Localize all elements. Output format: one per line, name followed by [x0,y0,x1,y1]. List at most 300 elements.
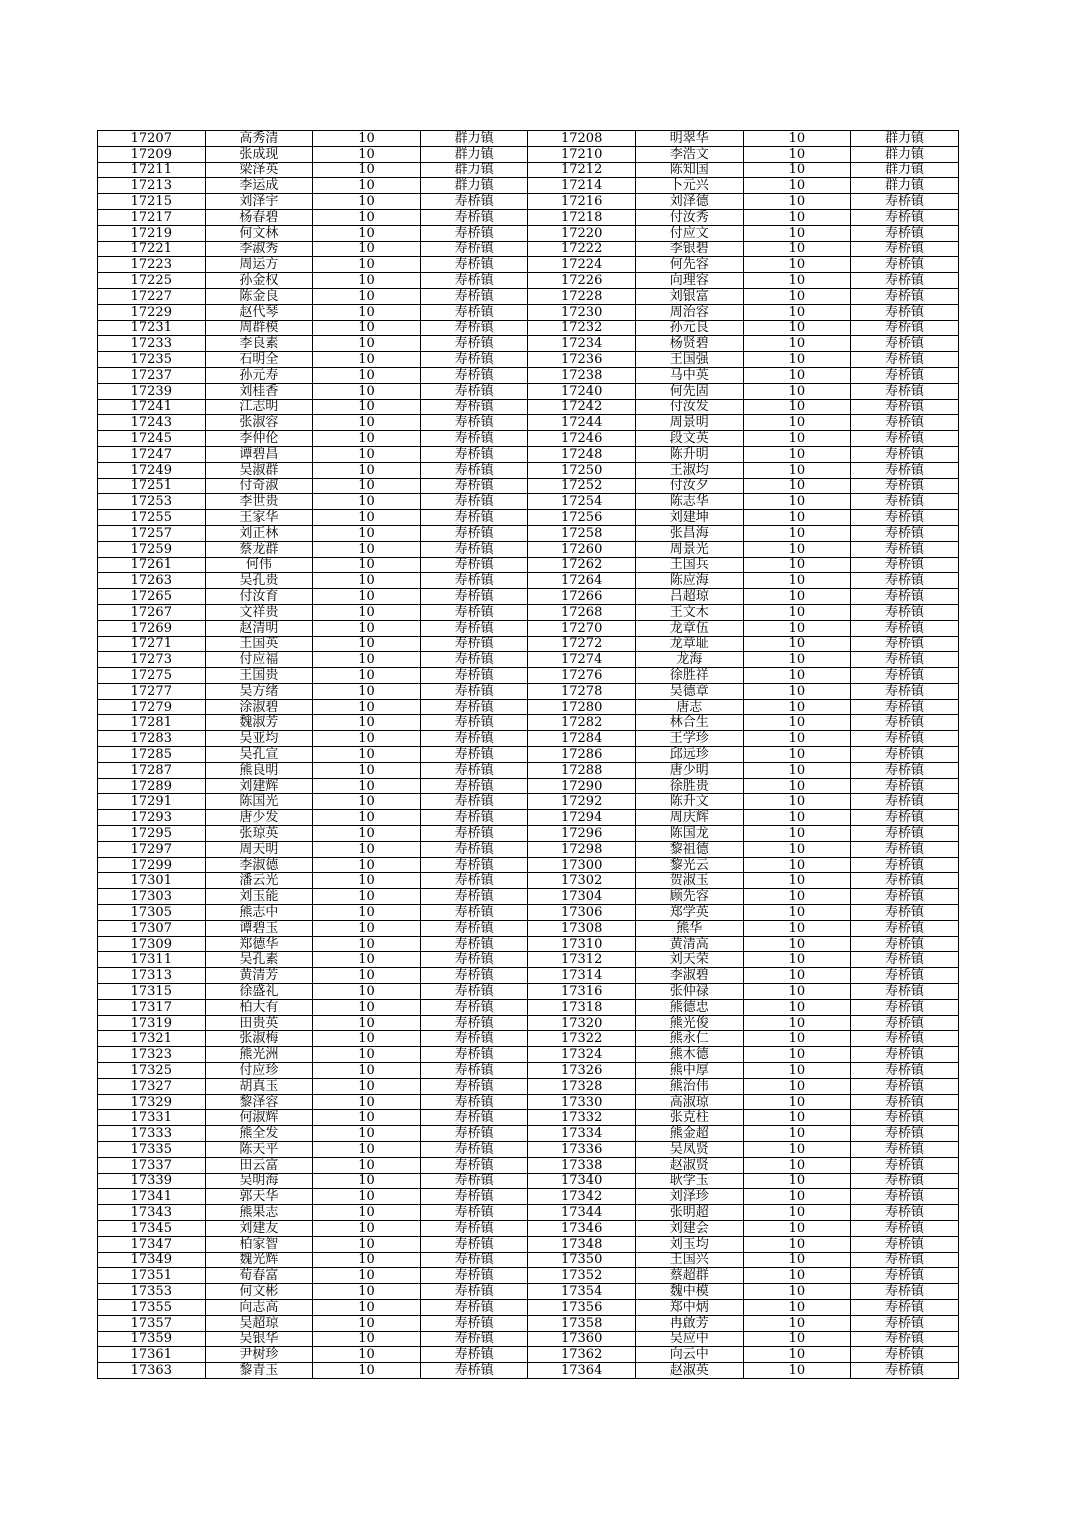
id-cell: 17230 [528,304,636,320]
id-cell: 17334 [528,1126,636,1142]
table-row [98,699,959,715]
amount-cell: 10 [743,762,851,778]
name-cell: 何文彬 [205,1284,313,1300]
id-cell: 17264 [528,573,636,589]
table-row [98,1015,959,1031]
town-cell: 寿桥镇 [420,241,528,257]
name-cell: 李仲伦 [205,431,313,447]
amount-cell: 10 [313,510,421,526]
name-cell: 谭碧玉 [205,920,313,936]
town-cell: 寿桥镇 [851,194,959,210]
id-cell: 17243 [98,415,206,431]
id-cell: 17285 [98,747,206,763]
town-cell: 群力镇 [420,162,528,178]
amount-cell: 10 [743,241,851,257]
id-cell: 17278 [528,683,636,699]
table-row [98,1268,959,1284]
amount-cell: 10 [743,178,851,194]
town-cell: 寿桥镇 [420,889,528,905]
id-cell: 17296 [528,826,636,842]
name-cell: 何先容 [635,257,743,273]
table-row [98,652,959,668]
name-cell: 黄清高 [635,936,743,952]
town-cell: 寿桥镇 [420,304,528,320]
id-cell: 17237 [98,367,206,383]
id-cell: 17281 [98,715,206,731]
amount-cell: 10 [743,478,851,494]
name-cell: 吴应中 [635,1331,743,1347]
id-cell: 17295 [98,826,206,842]
town-cell: 寿桥镇 [420,620,528,636]
name-cell: 吴方绪 [205,683,313,699]
amount-cell: 10 [313,905,421,921]
town-cell: 寿桥镇 [420,557,528,573]
town-cell: 群力镇 [420,146,528,162]
id-cell: 17229 [98,304,206,320]
town-cell: 寿桥镇 [420,1063,528,1079]
town-cell: 寿桥镇 [851,1031,959,1047]
amount-cell: 10 [313,652,421,668]
id-cell: 17361 [98,1347,206,1363]
amount-cell: 10 [313,1236,421,1252]
id-cell: 17241 [98,399,206,415]
id-cell: 17232 [528,320,636,336]
name-cell: 向志高 [205,1299,313,1315]
name-cell: 胡真玉 [205,1078,313,1094]
amount-cell: 10 [743,1252,851,1268]
name-cell: 涂淑碧 [205,699,313,715]
name-cell: 张昌海 [635,525,743,541]
town-cell: 寿桥镇 [851,1142,959,1158]
id-cell: 17274 [528,652,636,668]
id-cell: 17309 [98,936,206,952]
town-cell: 寿桥镇 [851,1015,959,1031]
id-cell: 17254 [528,494,636,510]
town-cell: 寿桥镇 [851,209,959,225]
town-cell: 寿桥镇 [420,1236,528,1252]
amount-cell: 10 [313,1268,421,1284]
name-cell: 李良素 [205,336,313,352]
town-cell: 寿桥镇 [420,462,528,478]
table-row [98,399,959,415]
table-row [98,225,959,241]
table-row [98,494,959,510]
id-cell: 17353 [98,1284,206,1300]
table-row [98,146,959,162]
amount-cell: 10 [743,1047,851,1063]
table-row [98,778,959,794]
town-cell: 寿桥镇 [851,794,959,810]
town-cell: 寿桥镇 [851,604,959,620]
town-cell: 寿桥镇 [420,873,528,889]
name-cell: 李世贵 [205,494,313,510]
name-cell: 付汝夕 [635,478,743,494]
amount-cell: 10 [313,1220,421,1236]
id-cell: 17351 [98,1268,206,1284]
amount-cell: 10 [313,1363,421,1379]
name-cell: 熊木德 [635,1047,743,1063]
town-cell: 寿桥镇 [851,620,959,636]
table-row [98,525,959,541]
id-cell: 17301 [98,873,206,889]
name-cell: 明翠华 [635,131,743,147]
name-cell: 熊良明 [205,762,313,778]
name-cell: 吴孔贵 [205,573,313,589]
id-cell: 17318 [528,999,636,1015]
id-cell: 17299 [98,857,206,873]
amount-cell: 10 [743,288,851,304]
name-cell: 王国兵 [635,557,743,573]
name-cell: 龙章耻 [635,636,743,652]
name-cell: 黄清芳 [205,968,313,984]
id-cell: 17310 [528,936,636,952]
table-row [98,383,959,399]
id-cell: 17343 [98,1205,206,1221]
name-cell: 刘玉能 [205,889,313,905]
name-cell: 吴超琼 [205,1315,313,1331]
name-cell: 赵代琴 [205,304,313,320]
id-cell: 17246 [528,431,636,447]
amount-cell: 10 [313,415,421,431]
table-row [98,131,959,147]
name-cell: 付汝秀 [635,209,743,225]
amount-cell: 10 [313,873,421,889]
town-cell: 寿桥镇 [851,1173,959,1189]
town-cell: 寿桥镇 [420,936,528,952]
name-cell: 刘建会 [635,1220,743,1236]
id-cell: 17344 [528,1205,636,1221]
id-cell: 17357 [98,1315,206,1331]
name-cell: 高秀清 [205,131,313,147]
name-cell: 吴孔素 [205,952,313,968]
name-cell: 赵清明 [205,620,313,636]
amount-cell: 10 [743,431,851,447]
amount-cell: 10 [743,146,851,162]
amount-cell: 10 [313,446,421,462]
amount-cell: 10 [313,573,421,589]
name-cell: 孙金权 [205,273,313,289]
id-cell: 17315 [98,984,206,1000]
id-cell: 17277 [98,683,206,699]
table-body [98,131,959,1379]
name-cell: 李银碧 [635,241,743,257]
town-cell: 寿桥镇 [420,1015,528,1031]
id-cell: 17245 [98,431,206,447]
amount-cell: 10 [743,952,851,968]
amount-cell: 10 [313,1078,421,1094]
amount-cell: 10 [743,1126,851,1142]
amount-cell: 10 [313,747,421,763]
amount-cell: 10 [743,1031,851,1047]
id-cell: 17328 [528,1078,636,1094]
id-cell: 17210 [528,146,636,162]
id-cell: 17231 [98,320,206,336]
name-cell: 吴德章 [635,683,743,699]
id-cell: 17249 [98,462,206,478]
id-cell: 17292 [528,794,636,810]
name-cell: 刘泽宇 [205,194,313,210]
amount-cell: 10 [313,1252,421,1268]
amount-cell: 10 [313,399,421,415]
town-cell: 寿桥镇 [851,968,959,984]
name-cell: 魏光辉 [205,1252,313,1268]
amount-cell: 10 [743,668,851,684]
amount-cell: 10 [743,336,851,352]
table-row [98,209,959,225]
id-cell: 17341 [98,1189,206,1205]
amount-cell: 10 [743,194,851,210]
town-cell: 寿桥镇 [420,652,528,668]
amount-cell: 10 [313,589,421,605]
id-cell: 17236 [528,352,636,368]
amount-cell: 10 [743,1189,851,1205]
amount-cell: 10 [313,541,421,557]
name-cell: 李淑碧 [635,968,743,984]
amount-cell: 10 [743,857,851,873]
town-cell: 寿桥镇 [420,762,528,778]
name-cell: 张淑容 [205,415,313,431]
id-cell: 17345 [98,1220,206,1236]
name-cell: 付应文 [635,225,743,241]
table-row [98,162,959,178]
amount-cell: 10 [313,557,421,573]
town-cell: 寿桥镇 [851,1315,959,1331]
id-cell: 17354 [528,1284,636,1300]
town-cell: 寿桥镇 [851,1236,959,1252]
name-cell: 王国英 [205,636,313,652]
town-cell: 寿桥镇 [420,1299,528,1315]
id-cell: 17255 [98,510,206,526]
town-cell: 寿桥镇 [851,225,959,241]
town-cell: 寿桥镇 [420,288,528,304]
id-cell: 17333 [98,1126,206,1142]
town-cell: 寿桥镇 [420,1047,528,1063]
name-cell: 王家华 [205,510,313,526]
amount-cell: 10 [743,304,851,320]
town-cell: 寿桥镇 [420,636,528,652]
amount-cell: 10 [743,320,851,336]
table-row [98,1157,959,1173]
amount-cell: 10 [313,1284,421,1300]
town-cell: 寿桥镇 [420,778,528,794]
id-cell: 17270 [528,620,636,636]
id-cell: 17224 [528,257,636,273]
amount-cell: 10 [743,162,851,178]
town-cell: 寿桥镇 [851,1220,959,1236]
name-cell: 吴凤贤 [635,1142,743,1158]
name-cell: 江志明 [205,399,313,415]
amount-cell: 10 [313,241,421,257]
id-cell: 17316 [528,984,636,1000]
id-cell: 17364 [528,1363,636,1379]
id-cell: 17262 [528,557,636,573]
town-cell: 寿桥镇 [420,431,528,447]
name-cell: 熊治伟 [635,1078,743,1094]
town-cell: 寿桥镇 [851,1363,959,1379]
amount-cell: 10 [743,731,851,747]
name-cell: 刘玉均 [635,1236,743,1252]
amount-cell: 10 [313,146,421,162]
id-cell: 17271 [98,636,206,652]
name-cell: 陈国龙 [635,826,743,842]
town-cell: 寿桥镇 [420,494,528,510]
id-cell: 17238 [528,367,636,383]
town-cell: 寿桥镇 [420,794,528,810]
amount-cell: 10 [313,636,421,652]
town-cell: 寿桥镇 [851,1268,959,1284]
town-cell: 寿桥镇 [420,1031,528,1047]
amount-cell: 10 [743,636,851,652]
table-row [98,415,959,431]
town-cell: 寿桥镇 [420,699,528,715]
town-cell: 寿桥镇 [420,1363,528,1379]
town-cell: 寿桥镇 [851,652,959,668]
id-cell: 17223 [98,257,206,273]
table-row [98,889,959,905]
name-cell: 刘天荣 [635,952,743,968]
town-cell: 寿桥镇 [420,1284,528,1300]
town-cell: 寿桥镇 [420,984,528,1000]
amount-cell: 10 [743,604,851,620]
town-cell: 群力镇 [851,146,959,162]
name-cell: 刘建辉 [205,778,313,794]
amount-cell: 10 [313,889,421,905]
id-cell: 17211 [98,162,206,178]
town-cell: 寿桥镇 [420,194,528,210]
amount-cell: 10 [743,1110,851,1126]
amount-cell: 10 [743,1363,851,1379]
id-cell: 17257 [98,525,206,541]
id-cell: 17297 [98,841,206,857]
table-row [98,1142,959,1158]
town-cell: 群力镇 [851,131,959,147]
amount-cell: 10 [313,1331,421,1347]
name-cell: 张成现 [205,146,313,162]
name-cell: 吴银华 [205,1331,313,1347]
amount-cell: 10 [313,620,421,636]
table-row [98,1236,959,1252]
name-cell: 张仲禄 [635,984,743,1000]
table-row [98,747,959,763]
name-cell: 何伟 [205,557,313,573]
town-cell: 寿桥镇 [420,968,528,984]
table-row [98,731,959,747]
name-cell: 熊全发 [205,1126,313,1142]
table-row [98,1284,959,1300]
amount-cell: 10 [313,131,421,147]
id-cell: 17331 [98,1110,206,1126]
table-row [98,1063,959,1079]
amount-cell: 10 [313,731,421,747]
id-cell: 17261 [98,557,206,573]
id-cell: 17287 [98,762,206,778]
amount-cell: 10 [743,683,851,699]
town-cell: 寿桥镇 [420,1252,528,1268]
id-cell: 17303 [98,889,206,905]
id-cell: 17317 [98,999,206,1015]
name-cell: 郑学英 [635,905,743,921]
amount-cell: 10 [313,336,421,352]
name-cell: 王国强 [635,352,743,368]
town-cell: 寿桥镇 [851,1078,959,1094]
name-cell: 陈天平 [205,1142,313,1158]
table-row [98,920,959,936]
amount-cell: 10 [313,494,421,510]
name-cell: 唐少发 [205,810,313,826]
name-cell: 李运成 [205,178,313,194]
name-cell: 李淑德 [205,857,313,873]
name-cell: 付应福 [205,652,313,668]
town-cell: 寿桥镇 [420,604,528,620]
id-cell: 17217 [98,209,206,225]
town-cell: 寿桥镇 [851,273,959,289]
id-cell: 17282 [528,715,636,731]
town-cell: 寿桥镇 [851,1126,959,1142]
amount-cell: 10 [313,1189,421,1205]
id-cell: 17222 [528,241,636,257]
name-cell: 熊金超 [635,1126,743,1142]
amount-cell: 10 [313,984,421,1000]
name-cell: 张克柱 [635,1110,743,1126]
town-cell: 寿桥镇 [420,257,528,273]
amount-cell: 10 [743,510,851,526]
id-cell: 17239 [98,383,206,399]
name-cell: 郭天华 [205,1189,313,1205]
id-cell: 17216 [528,194,636,210]
amount-cell: 10 [313,936,421,952]
table-row [98,762,959,778]
table-row [98,857,959,873]
table-row [98,810,959,826]
table-row [98,905,959,921]
table-row [98,431,959,447]
id-cell: 17215 [98,194,206,210]
id-cell: 17272 [528,636,636,652]
name-cell: 马中英 [635,367,743,383]
town-cell: 寿桥镇 [851,1205,959,1221]
table-row [98,1173,959,1189]
town-cell: 寿桥镇 [851,873,959,889]
town-cell: 寿桥镇 [851,1063,959,1079]
name-cell: 王学珍 [635,731,743,747]
amount-cell: 10 [313,1015,421,1031]
town-cell: 寿桥镇 [851,383,959,399]
id-cell: 17355 [98,1299,206,1315]
name-cell: 熊永仁 [635,1031,743,1047]
name-cell: 何淑辉 [205,1110,313,1126]
town-cell: 寿桥镇 [851,367,959,383]
town-cell: 寿桥镇 [420,715,528,731]
name-cell: 尹树珍 [205,1347,313,1363]
town-cell: 寿桥镇 [851,525,959,541]
town-cell: 寿桥镇 [851,494,959,510]
amount-cell: 10 [313,1142,421,1158]
id-cell: 17313 [98,968,206,984]
id-cell: 17273 [98,652,206,668]
name-cell: 周运方 [205,257,313,273]
name-cell: 陈升文 [635,794,743,810]
name-cell: 王文木 [635,604,743,620]
amount-cell: 10 [313,462,421,478]
table-row [98,841,959,857]
town-cell: 寿桥镇 [420,273,528,289]
name-cell: 顾先容 [635,889,743,905]
name-cell: 林合生 [635,715,743,731]
amount-cell: 10 [743,810,851,826]
amount-cell: 10 [743,968,851,984]
name-cell: 石明全 [205,352,313,368]
name-cell: 唐少明 [635,762,743,778]
